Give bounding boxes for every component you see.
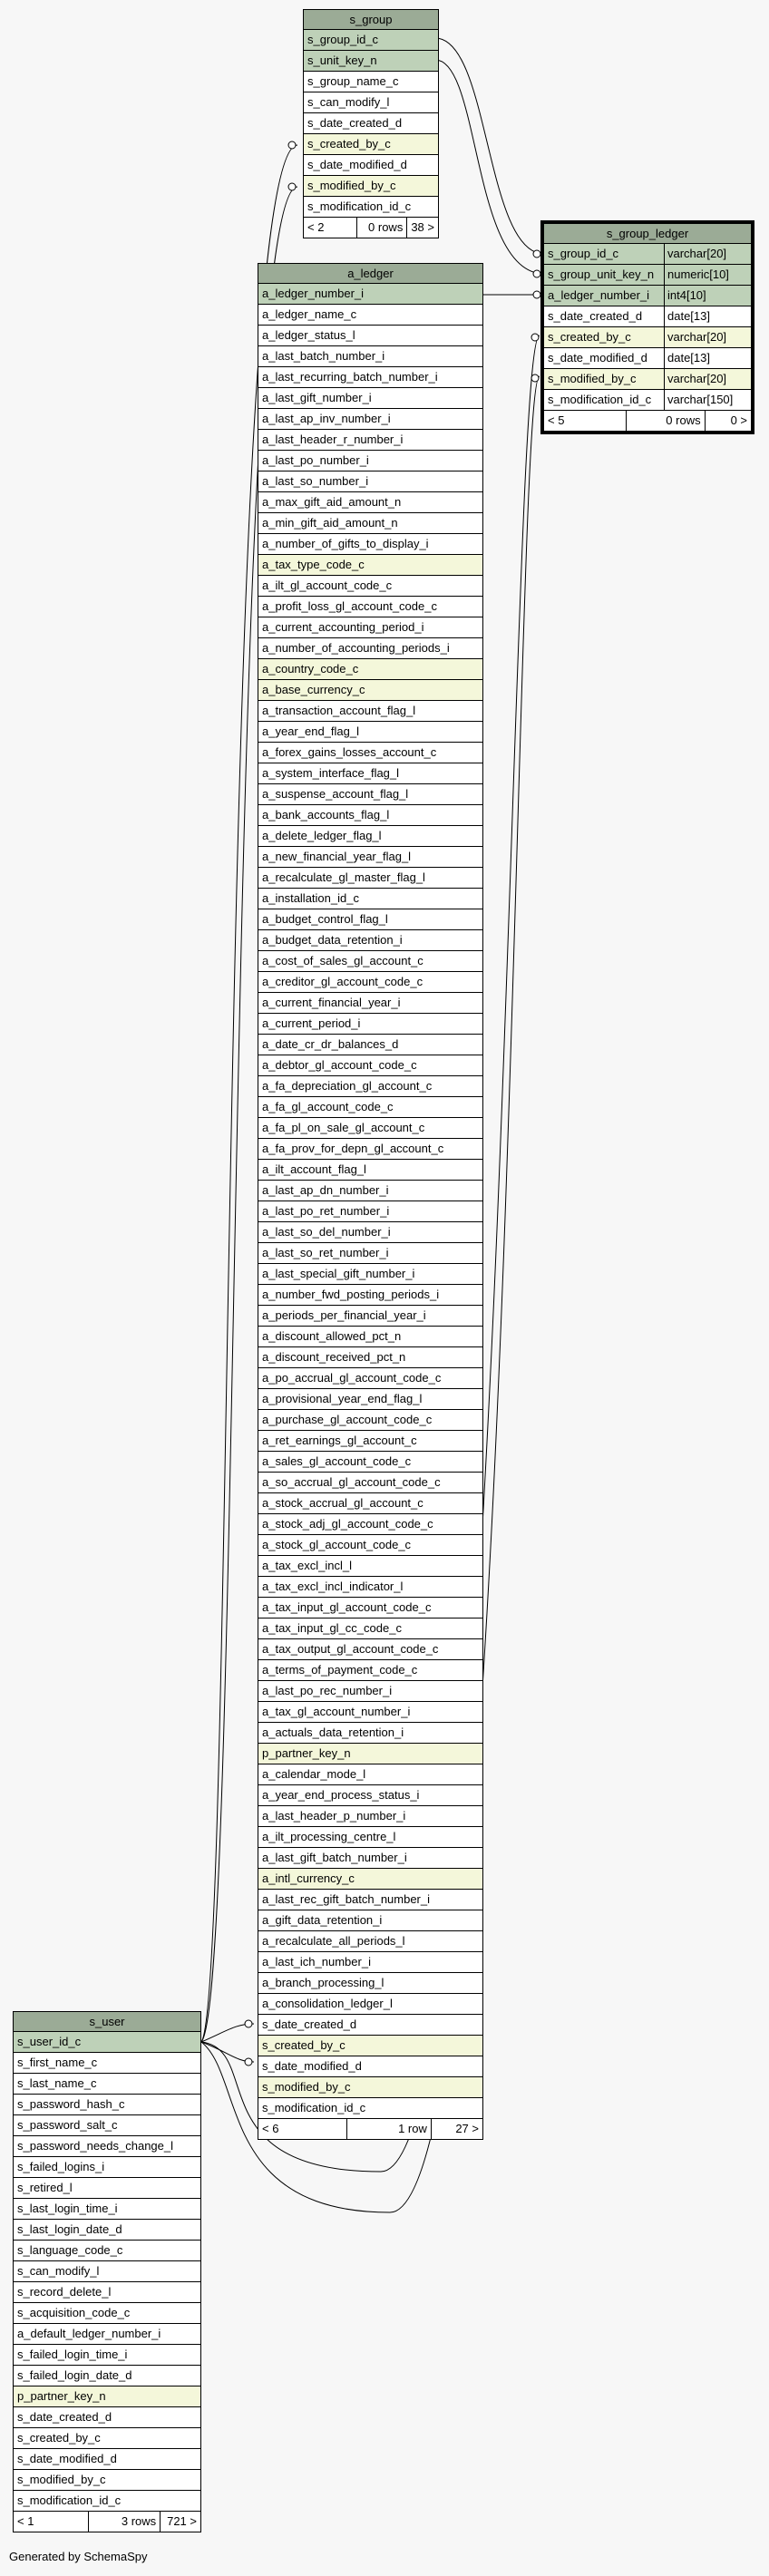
column-row[interactable] [258, 388, 482, 409]
column-row[interactable] [544, 390, 751, 411]
column-name: a_current_accounting_period_i [262, 620, 424, 634]
column-row[interactable] [14, 2178, 200, 2199]
column-row[interactable] [258, 534, 482, 555]
column-name: a_system_interface_flag_l [262, 766, 400, 780]
column-name: s_can_modify_l [307, 95, 390, 109]
column-name: a_last_ich_number_i [262, 1955, 371, 1968]
column-name: s_modification_id_c [548, 393, 652, 406]
column-name: a_ilt_account_flag_l [262, 1162, 366, 1176]
column-name: a_last_batch_number_i [262, 349, 385, 363]
column-row[interactable] [258, 1827, 482, 1848]
column-row[interactable] [258, 1306, 482, 1327]
table-s-group[interactable] [303, 9, 439, 238]
column-row[interactable] [258, 1431, 482, 1452]
column-row[interactable] [258, 1285, 482, 1306]
column-row[interactable] [258, 2036, 482, 2056]
column-row[interactable] [544, 286, 751, 306]
column-name: a_fa_pl_on_sale_gl_account_c [262, 1121, 425, 1134]
column-row[interactable] [258, 2015, 482, 2036]
column-name: a_delete_ledger_flag_l [262, 829, 382, 842]
column-name: a_date_cr_dr_balances_d [262, 1037, 399, 1051]
column-name: s_last_name_c [17, 2076, 97, 2090]
table-a-ledger[interactable] [258, 263, 483, 2140]
column-row[interactable] [258, 597, 482, 617]
column-row[interactable] [258, 1201, 482, 1222]
column-row[interactable] [258, 1681, 482, 1702]
column-row[interactable] [258, 1744, 482, 1764]
column-name: a_year_end_process_status_i [262, 1788, 420, 1802]
column-name: a_last_ap_inv_number_i [262, 412, 391, 425]
column-name: a_intl_currency_c [262, 1871, 355, 1885]
children-count[interactable]: 27 > [431, 2119, 482, 2139]
column-row[interactable] [258, 1639, 482, 1660]
parents-count[interactable]: < 5 [548, 413, 565, 427]
column-row[interactable] [258, 805, 482, 826]
row-count[interactable]: 0 rows [356, 218, 407, 238]
column-type: varchar[20] [664, 244, 751, 264]
column-name: s_modified_by_c [17, 2473, 106, 2486]
column-row[interactable] [544, 348, 751, 369]
column-row[interactable] [258, 1994, 482, 2015]
column-row[interactable] [258, 1869, 482, 1890]
column-row[interactable] [258, 1660, 482, 1681]
column-name: a_max_gift_aid_amount_n [262, 495, 402, 509]
column-row[interactable] [14, 2241, 200, 2261]
column-row[interactable] [14, 2491, 200, 2512]
column-name: s_failed_logins_i [17, 2160, 105, 2173]
column-row[interactable] [258, 1389, 482, 1410]
column-name: a_number_of_accounting_periods_i [262, 641, 450, 655]
column-name: a_tax_output_gl_account_code_c [262, 1642, 439, 1656]
column-row[interactable] [14, 2428, 200, 2449]
column-name: s_last_login_date_d [17, 2222, 122, 2236]
column-name: a_sales_gl_account_code_c [262, 1454, 412, 1468]
column-row[interactable] [304, 92, 438, 113]
column-type: date[13] [664, 348, 751, 368]
column-row[interactable] [258, 367, 482, 388]
table-title[interactable]: a_ledger [258, 264, 482, 284]
table-footer [14, 2512, 200, 2532]
column-row[interactable] [258, 972, 482, 993]
column-row[interactable] [258, 1514, 482, 1535]
column-name: s_password_salt_c [17, 2118, 118, 2132]
column-name: a_purchase_gl_account_code_c [262, 1413, 433, 1426]
column-row[interactable] [258, 701, 482, 722]
column-row[interactable] [258, 1931, 482, 1952]
column-row[interactable] [258, 1493, 482, 1514]
column-row[interactable] [258, 1014, 482, 1035]
column-row[interactable] [258, 1327, 482, 1347]
column-row[interactable] [258, 1848, 482, 1869]
column-name: a_transaction_account_flag_l [262, 704, 416, 717]
column-row[interactable] [258, 2056, 482, 2077]
column-name: a_recalculate_gl_master_flag_l [262, 870, 425, 884]
column-row[interactable] [258, 1160, 482, 1181]
column-name: s_acquisition_code_c [17, 2306, 131, 2319]
column-row[interactable] [14, 2220, 200, 2241]
column-name: a_consolidation_ledger_l [262, 1997, 393, 2010]
column-name: s_password_needs_change_l [17, 2139, 174, 2153]
column-row[interactable] [304, 176, 438, 197]
column-row[interactable] [258, 743, 482, 763]
column-row[interactable] [14, 2282, 200, 2303]
column-name: a_so_accrual_gl_account_code_c [262, 1475, 441, 1489]
generated-by-label: Generated by SchemaSpy [9, 2550, 148, 2563]
column-name: a_debtor_gl_account_code_c [262, 1058, 417, 1072]
column-name: a_budget_data_retention_i [262, 933, 403, 947]
column-row[interactable] [258, 1076, 482, 1097]
column-name: s_created_by_c [548, 330, 631, 344]
column-name: a_tax_gl_account_number_i [262, 1705, 411, 1718]
column-name: a_current_period_i [262, 1016, 361, 1030]
row-count[interactable]: 1 row [346, 2119, 431, 2139]
column-name: s_group_name_c [307, 74, 399, 88]
column-name: s_record_delete_l [17, 2285, 112, 2299]
table-footer [258, 2119, 482, 2139]
column-row[interactable] [258, 1097, 482, 1118]
column-row[interactable] [258, 1055, 482, 1076]
column-name: a_recalculate_all_periods_l [262, 1934, 405, 1948]
column-name: s_date_created_d [548, 309, 643, 323]
column-row[interactable] [258, 2098, 482, 2119]
column-name: s_failed_login_date_d [17, 2368, 132, 2382]
column-name: a_stock_gl_account_code_c [262, 1538, 412, 1551]
column-row[interactable] [14, 2074, 200, 2095]
column-name: a_bank_accounts_flag_l [262, 808, 390, 821]
column-name: s_modification_id_c [307, 199, 412, 213]
rel-group-id [435, 38, 544, 254]
table-footer [544, 411, 751, 431]
column-row[interactable] [258, 1598, 482, 1619]
column-name: a_ilt_gl_account_code_c [262, 578, 393, 592]
column-name: a_last_rec_gift_batch_number_i [262, 1892, 431, 1906]
column-row[interactable] [258, 513, 482, 534]
column-name: p_partner_key_n [262, 1746, 351, 1760]
column-name: a_tax_input_gl_cc_code_c [262, 1621, 402, 1635]
column-row[interactable] [258, 1556, 482, 1577]
column-row[interactable] [258, 471, 482, 492]
column-row[interactable] [304, 155, 438, 176]
rel-unit-key [435, 60, 544, 274]
column-row[interactable] [544, 369, 751, 390]
column-row[interactable] [258, 930, 482, 951]
column-name: a_tax_excl_incl_indicator_l [262, 1580, 404, 1593]
column-name: s_password_hash_c [17, 2097, 125, 2111]
column-row[interactable] [258, 1952, 482, 1973]
column-type: date[13] [664, 306, 751, 326]
column-row[interactable] [14, 2407, 200, 2428]
column-name: a_cost_of_sales_gl_account_c [262, 954, 423, 967]
column-row[interactable] [258, 326, 482, 346]
column-row[interactable] [258, 2077, 482, 2098]
column-row[interactable] [258, 1347, 482, 1368]
column-row[interactable] [258, 1806, 482, 1827]
column-name: s_group_id_c [307, 33, 379, 46]
column-type: varchar[150] [664, 390, 751, 410]
column-name: s_created_by_c [17, 2431, 101, 2445]
column-name: a_new_financial_year_flag_l [262, 850, 412, 863]
column-name: s_date_modified_d [307, 158, 407, 171]
column-row[interactable] [544, 265, 751, 286]
column-row[interactable] [258, 1410, 482, 1431]
column-row[interactable] [544, 327, 751, 348]
column-name: a_last_special_gift_number_i [262, 1267, 415, 1280]
column-row[interactable] [258, 1764, 482, 1785]
column-row[interactable] [14, 2095, 200, 2115]
column-row[interactable] [14, 2366, 200, 2386]
column-row[interactable] [544, 244, 751, 265]
column-name: a_installation_id_c [262, 891, 359, 905]
column-name: a_country_code_c [262, 662, 359, 676]
column-row[interactable] [258, 617, 482, 638]
column-row[interactable] [258, 1890, 482, 1910]
children-count[interactable]: 38 > [406, 218, 438, 238]
column-row[interactable] [258, 1243, 482, 1264]
column-name: a_min_gift_aid_amount_n [262, 516, 398, 530]
column-name: a_last_gift_batch_number_i [262, 1851, 407, 1864]
column-name: a_actuals_data_retention_i [262, 1725, 404, 1739]
column-row[interactable] [304, 134, 438, 155]
column-row[interactable] [258, 1723, 482, 1744]
column-name: a_terms_of_payment_code_c [262, 1663, 418, 1677]
column-row[interactable] [304, 72, 438, 92]
column-name: s_modification_id_c [262, 2101, 366, 2114]
column-row[interactable] [258, 951, 482, 972]
column-name: s_group_id_c [548, 247, 619, 260]
column-name: s_language_code_c [17, 2243, 123, 2257]
column-row[interactable] [258, 555, 482, 576]
column-row[interactable] [14, 2303, 200, 2324]
column-name: a_ledger_name_c [262, 307, 357, 321]
column-row[interactable] [304, 113, 438, 134]
column-row[interactable] [14, 2261, 200, 2282]
column-name: a_stock_adj_gl_account_code_c [262, 1517, 433, 1531]
column-row[interactable] [304, 51, 438, 72]
row-count[interactable]: 0 rows [626, 411, 705, 431]
column-name: s_created_by_c [262, 2038, 346, 2052]
column-name: a_ledger_number_i [548, 288, 650, 302]
column-name: a_ilt_processing_centre_l [262, 1830, 396, 1843]
parents-count[interactable]: < 2 [307, 220, 325, 234]
column-row[interactable] [14, 2386, 200, 2407]
column-row[interactable] [258, 1910, 482, 1931]
column-row[interactable] [258, 284, 482, 305]
column-name: s_date_created_d [262, 2017, 357, 2031]
column-row[interactable] [14, 2470, 200, 2491]
column-name: a_last_gift_number_i [262, 391, 372, 404]
column-name: a_forex_gains_losses_account_c [262, 745, 437, 759]
column-name: a_po_accrual_gl_account_code_c [262, 1371, 442, 1385]
column-type: varchar[20] [664, 369, 751, 389]
column-row[interactable] [258, 722, 482, 743]
column-row[interactable] [258, 1702, 482, 1723]
column-row[interactable] [258, 763, 482, 784]
table-footer [304, 218, 438, 238]
column-name: a_last_header_p_number_i [262, 1809, 406, 1823]
column-row[interactable] [258, 868, 482, 889]
column-row[interactable] [258, 1264, 482, 1285]
column-row[interactable] [258, 784, 482, 805]
column-name: a_discount_received_pct_n [262, 1350, 406, 1364]
column-row[interactable] [258, 1118, 482, 1139]
column-name: a_default_ledger_number_i [17, 2327, 161, 2340]
column-name: a_last_po_ret_number_i [262, 1204, 390, 1218]
column-row[interactable] [258, 1577, 482, 1598]
column-row[interactable] [14, 2032, 200, 2053]
column-row[interactable] [258, 847, 482, 868]
column-name: s_date_created_d [17, 2410, 112, 2424]
column-name: s_last_login_time_i [17, 2202, 118, 2215]
column-row[interactable] [258, 305, 482, 326]
column-row[interactable] [258, 826, 482, 847]
column-name: a_tax_input_gl_account_code_c [262, 1600, 432, 1614]
column-name: a_creditor_gl_account_code_c [262, 975, 423, 988]
column-row[interactable] [258, 576, 482, 597]
column-row[interactable] [258, 889, 482, 909]
column-name: a_current_financial_year_i [262, 996, 401, 1009]
column-name: s_unit_key_n [307, 53, 377, 67]
column-row[interactable] [258, 993, 482, 1014]
column-name: s_failed_login_time_i [17, 2348, 128, 2361]
column-row[interactable] [258, 1222, 482, 1243]
column-name: a_branch_processing_l [262, 1976, 384, 1989]
table-s-group-ledger[interactable] [540, 220, 754, 434]
column-name: a_fa_prov_for_depn_gl_account_c [262, 1142, 444, 1155]
column-row[interactable] [258, 1452, 482, 1473]
column-row[interactable] [544, 306, 751, 327]
column-name: a_gift_data_retention_i [262, 1913, 383, 1927]
column-name: s_modified_by_c [262, 2080, 351, 2094]
column-name: a_periods_per_financial_year_i [262, 1308, 426, 1322]
column-name: s_date_modified_d [548, 351, 647, 365]
column-name: s_date_modified_d [262, 2059, 362, 2073]
column-row[interactable] [258, 451, 482, 471]
column-name: a_fa_gl_account_code_c [262, 1100, 394, 1113]
column-name: a_last_so_number_i [262, 474, 369, 488]
parents-count[interactable]: < 1 [17, 2514, 34, 2528]
column-name: s_modified_by_c [307, 179, 396, 192]
parents-count[interactable]: < 6 [262, 2122, 279, 2135]
column-name: s_retired_l [17, 2181, 73, 2194]
column-row[interactable] [258, 1535, 482, 1556]
column-row[interactable] [258, 1368, 482, 1389]
column-row[interactable] [258, 430, 482, 451]
column-name: s_modification_id_c [17, 2493, 122, 2507]
column-name: a_fa_depreciation_gl_account_c [262, 1079, 433, 1093]
row-count[interactable]: 3 rows [88, 2512, 160, 2532]
column-row[interactable] [14, 2345, 200, 2366]
table-title[interactable]: s_group_ledger [544, 224, 751, 244]
column-name: a_last_so_ret_number_i [262, 1246, 389, 1259]
column-name: a_stock_accrual_gl_account_c [262, 1496, 423, 1510]
column-name: a_profit_loss_gl_account_code_c [262, 599, 437, 613]
column-name: s_group_unit_key_n [548, 267, 655, 281]
column-row[interactable] [258, 1181, 482, 1201]
column-name: s_can_modify_l [17, 2264, 100, 2278]
column-name: a_suspense_account_flag_l [262, 787, 409, 801]
column-row[interactable] [258, 659, 482, 680]
column-row[interactable] [258, 1473, 482, 1493]
column-name: a_year_end_flag_l [262, 724, 359, 738]
column-name: a_last_po_rec_number_i [262, 1684, 393, 1697]
column-name: s_date_modified_d [17, 2452, 117, 2465]
column-row[interactable] [14, 2324, 200, 2345]
table-title[interactable]: s_user [14, 2012, 200, 2032]
column-row[interactable] [14, 2157, 200, 2178]
column-row[interactable] [14, 2199, 200, 2220]
column-row[interactable] [14, 2449, 200, 2470]
column-name: a_last_ap_dn_number_i [262, 1183, 389, 1197]
column-name: a_discount_allowed_pct_n [262, 1329, 402, 1343]
column-row[interactable] [258, 680, 482, 701]
column-name: a_last_recurring_batch_number_i [262, 370, 438, 384]
column-row[interactable] [258, 909, 482, 930]
column-name: s_created_by_c [307, 137, 391, 151]
table-s-user[interactable] [13, 2011, 201, 2532]
column-name: a_number_of_gifts_to_display_i [262, 537, 429, 550]
column-name: a_last_so_del_number_i [262, 1225, 391, 1239]
column-name: a_last_header_r_number_i [262, 433, 404, 446]
children-count[interactable]: 721 > [160, 2512, 200, 2532]
column-row[interactable] [14, 2115, 200, 2136]
column-name: a_number_fwd_posting_periods_i [262, 1288, 440, 1301]
column-name: s_modified_by_c [548, 372, 637, 385]
column-row[interactable] [258, 1619, 482, 1639]
column-name: a_last_po_number_i [262, 453, 369, 467]
column-row[interactable] [304, 30, 438, 51]
table-title[interactable]: s_group [304, 10, 438, 30]
column-name: s_date_created_d [307, 116, 403, 130]
column-row[interactable] [258, 1785, 482, 1806]
column-row[interactable] [304, 197, 438, 218]
column-name: s_user_id_c [17, 2035, 82, 2048]
column-name: a_ledger_status_l [262, 328, 355, 342]
column-row[interactable] [258, 346, 482, 367]
column-row[interactable] [258, 638, 482, 659]
column-name: a_tax_excl_incl_l [262, 1559, 353, 1572]
column-name: a_base_currency_c [262, 683, 365, 696]
column-type: varchar[20] [664, 327, 751, 347]
column-name: a_budget_control_flag_l [262, 912, 388, 926]
column-name: s_first_name_c [17, 2056, 98, 2069]
column-name: a_tax_type_code_c [262, 558, 365, 571]
column-name: p_partner_key_n [17, 2389, 106, 2403]
column-row[interactable] [258, 1035, 482, 1055]
column-row[interactable] [14, 2053, 200, 2074]
column-type: numeric[10] [664, 265, 751, 285]
column-row[interactable] [14, 2136, 200, 2157]
column-name: a_ret_earnings_gl_account_c [262, 1434, 417, 1447]
column-name: a_ledger_number_i [262, 287, 365, 300]
column-row[interactable] [258, 492, 482, 513]
column-type: int4[10] [664, 286, 751, 306]
column-row[interactable] [258, 1973, 482, 1994]
column-row[interactable] [258, 1139, 482, 1160]
column-name: a_calendar_mode_l [262, 1767, 366, 1781]
column-name: a_provisional_year_end_flag_l [262, 1392, 423, 1405]
children-count[interactable]: 0 > [705, 411, 751, 431]
column-row[interactable] [258, 409, 482, 430]
